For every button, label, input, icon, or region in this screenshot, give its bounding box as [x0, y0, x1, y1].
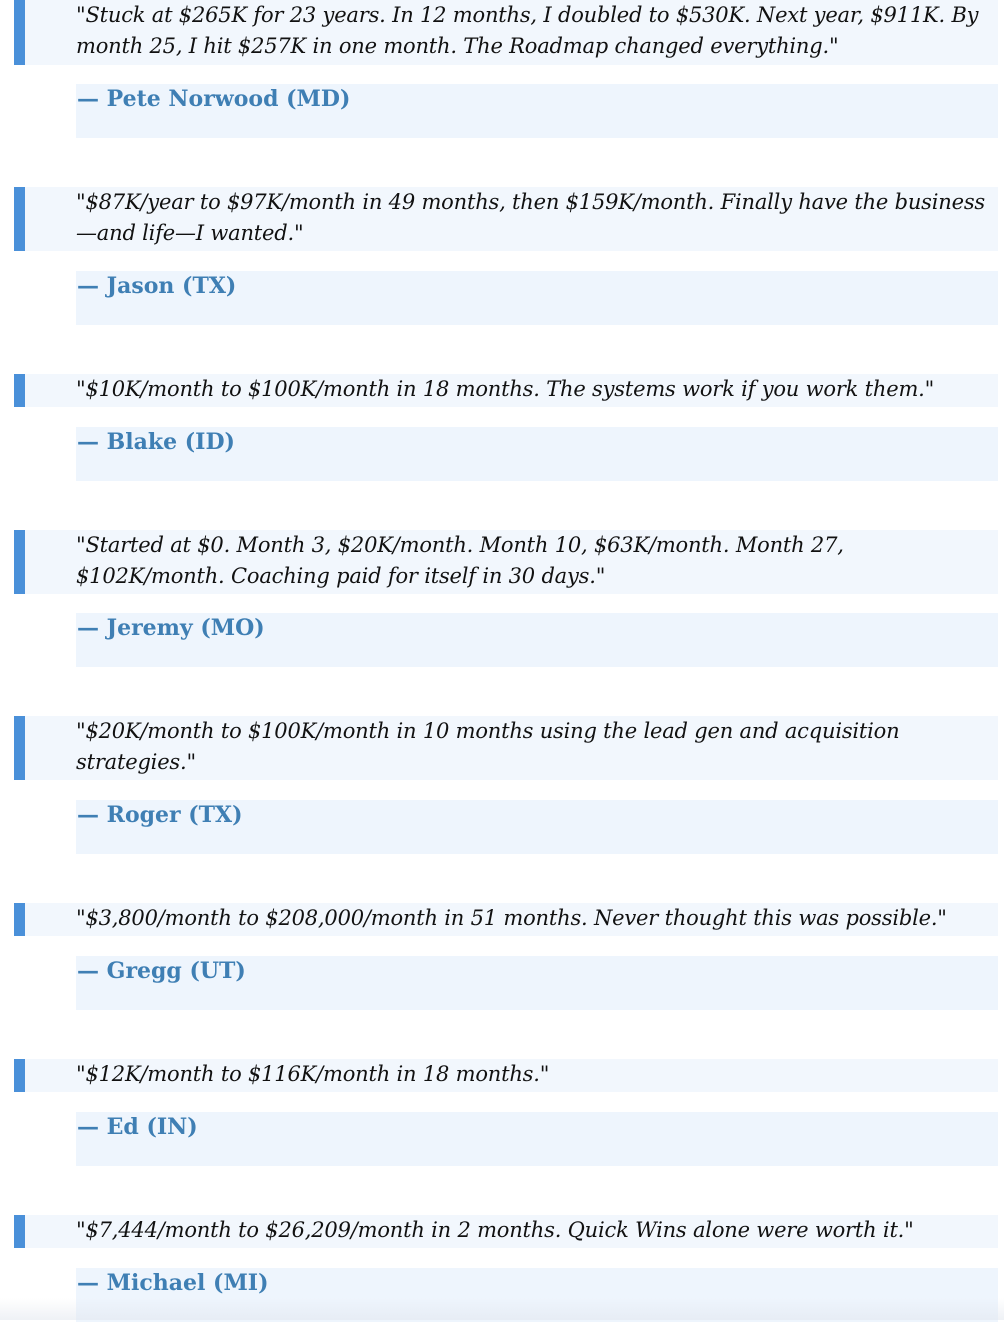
testimonial-quote-block	[14, 530, 998, 594]
testimonial-quote-block	[14, 716, 998, 780]
testimonial-quote-block	[14, 1215, 998, 1248]
testimonial-author-block	[76, 613, 998, 667]
testimonial-item	[0, 530, 1004, 667]
testimonial-author: — Roger (TX)	[77, 802, 243, 828]
testimonial-quote: "$87K/year to $97K/month in 49 months, then $159K/month. Finally have the business—and life—I wanted."	[76, 190, 985, 245]
testimonial-author-block	[76, 271, 998, 325]
testimonial-quote-block	[14, 374, 998, 407]
testimonial-quote: "Started at $0. Month 3, $20K/month. Month 10, $63K/month. Month 27, $102K/month. Coaching paid for itself in 30 days."	[76, 533, 844, 588]
testimonial-author-block	[76, 1268, 998, 1322]
testimonial-author: — Ed (IN)	[77, 1114, 198, 1140]
testimonial-quote: "Stuck at $265K for 23 years. In 12 months, I doubled to $530K. Next year, $911K. By month 25, I hit $257K in one month. The Roadmap changed everything."	[76, 3, 979, 58]
testimonial-author: — Jason (TX)	[77, 273, 237, 299]
testimonial-item	[0, 0, 1004, 138]
testimonial-author-block	[76, 84, 998, 138]
testimonial-item	[0, 903, 1004, 1010]
testimonial-item	[0, 374, 1004, 481]
testimonial-author-block	[76, 427, 998, 481]
testimonial-author-block	[76, 1112, 998, 1166]
testimonial-quote-block	[14, 1059, 998, 1092]
testimonial-author-block	[76, 956, 998, 1010]
testimonial-author: — Blake (ID)	[77, 429, 235, 455]
testimonial-quote-block	[14, 187, 998, 251]
testimonial-quote: "$12K/month to $116K/month in 18 months."	[76, 1062, 550, 1086]
testimonial-quote-block	[14, 0, 998, 65]
testimonial-author: — Michael (MI)	[77, 1270, 269, 1296]
testimonial-quote-block	[14, 903, 998, 936]
testimonial-quote: "$3,800/month to $208,000/month in 51 months. Never thought this was possible."	[76, 906, 947, 930]
testimonial-author: — Jeremy (MO)	[77, 615, 265, 641]
testimonial-author-block	[76, 800, 998, 854]
testimonial-author: — Pete Norwood (MD)	[77, 86, 351, 112]
testimonial-author: — Gregg (UT)	[77, 958, 246, 984]
testimonial-item	[0, 1215, 1004, 1322]
testimonial-item	[0, 716, 1004, 854]
testimonial-item	[0, 1059, 1004, 1166]
testimonial-item	[0, 187, 1004, 325]
testimonial-quote: "$7,444/month to $26,209/month in 2 months. Quick Wins alone were worth it."	[76, 1218, 914, 1242]
testimonial-quote: "$10K/month to $100K/month in 18 months. The systems work if you work them."	[76, 377, 935, 401]
testimonial-quote: "$20K/month to $100K/month in 10 months using the lead gen and acquisition strategies."	[76, 719, 900, 774]
